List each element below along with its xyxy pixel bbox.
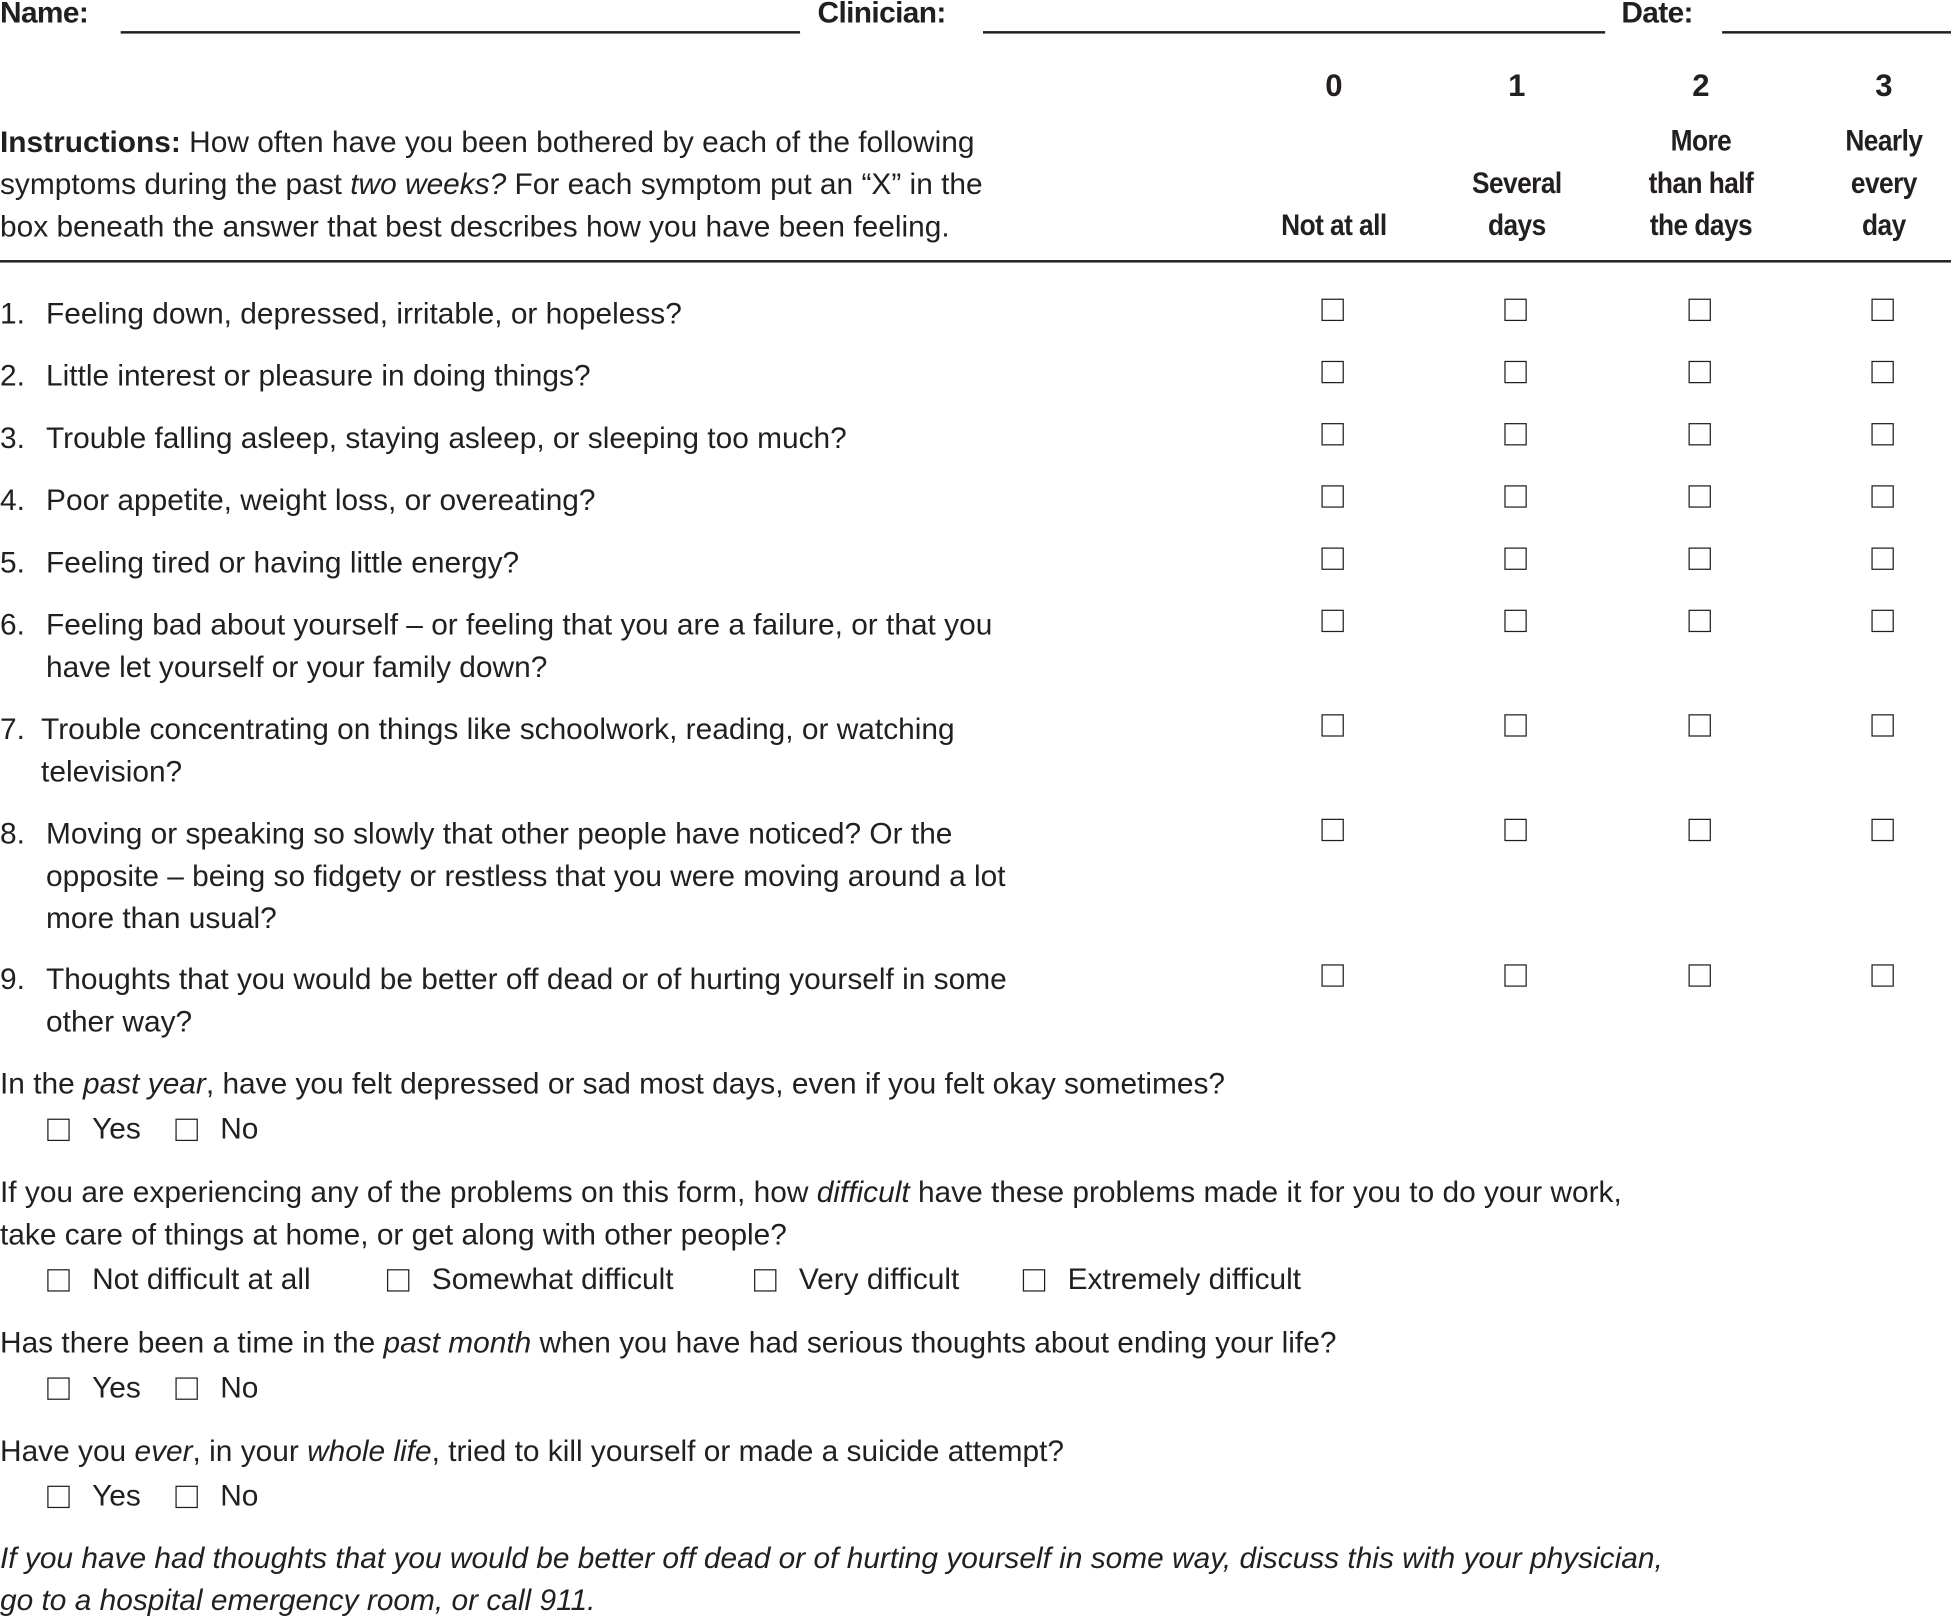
symptom-6-score-1-checkbox[interactable] <box>1504 610 1526 632</box>
checkbox[interactable] <box>387 1269 409 1291</box>
checkbox[interactable] <box>47 1377 69 1399</box>
instructions-line: For each symptom put an “X” in the <box>506 167 983 202</box>
symptom-9-score-0-checkbox[interactable] <box>1321 964 1343 986</box>
scale-score-3: 3 <box>1875 68 1893 104</box>
checkbox[interactable] <box>1023 1269 1045 1291</box>
option-label: Extremely difficult <box>1067 1262 1302 1297</box>
option-label: Very difficult <box>798 1262 960 1297</box>
option-label: Yes <box>92 1112 141 1147</box>
scale-score-1: 1 <box>1508 68 1526 104</box>
scale-score-2: 2 <box>1692 68 1710 104</box>
symptom-1-score-3-checkbox[interactable] <box>1871 299 1893 321</box>
symptom-7-score-3-checkbox[interactable] <box>1871 714 1893 736</box>
symptom-2-score-0-checkbox[interactable] <box>1321 361 1343 383</box>
date-field[interactable] <box>1722 31 1951 33</box>
symptom-3-score-2-checkbox[interactable] <box>1689 423 1711 445</box>
symptom-6-score-3-checkbox[interactable] <box>1871 610 1893 632</box>
symptom-1-score-2-checkbox[interactable] <box>1689 299 1711 321</box>
symptom-7-score-1-checkbox[interactable] <box>1504 714 1526 736</box>
symptom-number: 9. <box>0 963 25 997</box>
option-label: No <box>220 1112 259 1147</box>
question-difficulty: If you are experiencing any of the problems on this form, how difficult have these problems made it for you to do your work, take care of things at home, or get along with other people? <box>0 1175 1622 1252</box>
symptom-1-score-1-checkbox[interactable] <box>1504 299 1526 321</box>
checkbox[interactable] <box>754 1269 776 1291</box>
instructions-emphasis: two weeks? <box>350 167 507 202</box>
option-label: Not difficult at all <box>92 1262 311 1297</box>
symptom-text: Feeling tired or having little energy? <box>46 546 520 580</box>
question-past-month: Has there been a time in the past month when you have had serious thoughts about ending your life? <box>0 1326 1337 1361</box>
checkbox[interactable] <box>47 1119 69 1141</box>
symptom-9-score-3-checkbox[interactable] <box>1871 964 1893 986</box>
checkbox[interactable] <box>175 1486 197 1508</box>
checkbox[interactable] <box>47 1486 69 1508</box>
option-label: No <box>220 1371 259 1405</box>
symptom-9-score-2-checkbox[interactable] <box>1689 964 1711 986</box>
symptom-text: Moving or speaking so slowly that other people have noticed? Or the <box>46 817 953 852</box>
symptom-2-score-1-checkbox[interactable] <box>1504 361 1526 383</box>
symptom-1-score-0-checkbox[interactable] <box>1321 299 1343 321</box>
clinician-label: Clinician: <box>817 0 946 30</box>
header-rule <box>0 260 1951 262</box>
symptom-5-score-1-checkbox[interactable] <box>1504 547 1526 569</box>
scale-label: More than half the days <box>1648 124 1754 243</box>
symptom-text: Trouble concentrating on things like schoolwork, reading, or watching <box>41 712 955 747</box>
symptom-number: 5. <box>0 546 25 580</box>
symptom-number: 7. <box>0 712 25 747</box>
symptom-number: 2. <box>0 359 25 394</box>
symptom-9-score-1-checkbox[interactable] <box>1504 964 1526 986</box>
instructions-line: symptoms during the past <box>0 167 351 202</box>
symptom-6-score-2-checkbox[interactable] <box>1689 610 1711 632</box>
symptom-7-score-2-checkbox[interactable] <box>1689 714 1711 736</box>
symptom-text: Little interest or pleasure in doing things? <box>46 359 591 394</box>
symptom-6-score-0-checkbox[interactable] <box>1321 610 1343 632</box>
checkbox[interactable] <box>175 1377 197 1399</box>
symptom-5-score-0-checkbox[interactable] <box>1321 547 1343 569</box>
option-label: Yes <box>92 1371 141 1405</box>
symptom-text: opposite – being so fidgety or restless that you were moving around a lot <box>46 859 1006 894</box>
symptom-4-score-2-checkbox[interactable] <box>1689 485 1711 507</box>
date-label: Date: <box>1621 0 1693 30</box>
name-field[interactable] <box>121 31 800 33</box>
scale-score-0: 0 <box>1325 68 1343 104</box>
footer-note: If you have had thoughts that you would be better off dead or of hurting yourself in some way, discuss this with your physician, go to a hospital emergency room, or call 911. <box>0 1541 1663 1618</box>
symptom-3-score-1-checkbox[interactable] <box>1504 423 1526 445</box>
symptom-text: Thoughts that you would be better off dead or of hurting yourself in some <box>46 963 1007 997</box>
symptom-number: 1. <box>0 297 25 331</box>
scale-label: Several days <box>1471 166 1562 243</box>
option-label: Somewhat difficult <box>431 1262 674 1297</box>
symptom-3-score-3-checkbox[interactable] <box>1871 423 1893 445</box>
checkbox[interactable] <box>47 1269 69 1291</box>
symptom-8-score-2-checkbox[interactable] <box>1689 819 1711 841</box>
symptom-2-score-2-checkbox[interactable] <box>1689 361 1711 383</box>
symptom-7-score-0-checkbox[interactable] <box>1321 714 1343 736</box>
symptom-4-score-1-checkbox[interactable] <box>1504 485 1526 507</box>
instructions-label: Instructions: <box>0 125 181 160</box>
symptom-number: 6. <box>0 608 25 643</box>
symptom-4-score-3-checkbox[interactable] <box>1871 485 1893 507</box>
symptom-number: 4. <box>0 484 25 518</box>
instructions <box>0 122 983 249</box>
checkbox[interactable] <box>175 1119 197 1141</box>
symptom-text: Trouble falling asleep, staying asleep, or sleeping too much? <box>46 421 847 456</box>
symptom-8-score-0-checkbox[interactable] <box>1321 819 1343 841</box>
symptom-8-score-1-checkbox[interactable] <box>1504 819 1526 841</box>
symptom-number: 3. <box>0 421 25 456</box>
name-label: Name: <box>0 0 89 30</box>
symptom-text: Feeling down, depressed, irritable, or hopeless? <box>46 297 682 331</box>
option-label: No <box>220 1479 259 1514</box>
symptom-text: more than usual? <box>46 902 277 936</box>
symptom-2-score-3-checkbox[interactable] <box>1871 361 1893 383</box>
scale-label: Not at all <box>1281 209 1387 243</box>
symptom-number: 8. <box>0 817 25 852</box>
symptom-5-score-3-checkbox[interactable] <box>1871 547 1893 569</box>
clinician-field[interactable] <box>983 31 1605 33</box>
symptom-text: Feeling bad about yourself – or feeling that you are a failure, or that you <box>46 608 993 643</box>
symptom-5-score-2-checkbox[interactable] <box>1689 547 1711 569</box>
instructions-line: box beneath the answer that best describes how you have been feeling. <box>0 210 950 244</box>
symptom-text: television? <box>41 755 183 789</box>
symptom-3-score-0-checkbox[interactable] <box>1321 423 1343 445</box>
question-past-year: In the past year, have you felt depressed or sad most days, even if you felt okay sometimes? <box>0 1067 1226 1102</box>
question-ever-attempt: Have you ever, in your whole life, tried to kill yourself or made a suicide attempt? <box>0 1434 1064 1469</box>
symptom-8-score-3-checkbox[interactable] <box>1871 819 1893 841</box>
symptom-text: other way? <box>46 1005 193 1039</box>
symptom-text: Poor appetite, weight loss, or overeating? <box>46 484 596 518</box>
instructions-line: How often have you been bothered by each of the following <box>189 125 975 160</box>
symptom-text: have let yourself or your family down? <box>46 650 548 685</box>
scale-label: Nearly every day <box>1845 124 1923 243</box>
symptom-4-score-0-checkbox[interactable] <box>1321 485 1343 507</box>
option-label: Yes <box>92 1479 141 1514</box>
